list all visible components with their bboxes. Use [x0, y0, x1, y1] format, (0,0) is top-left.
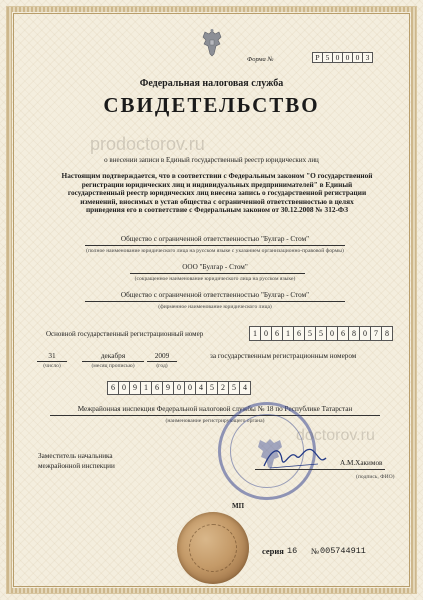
grn-digit-cell: 6 [151, 381, 163, 395]
grn-digit-cell: 4 [195, 381, 207, 395]
ogrn-digit-cell: 5 [304, 326, 316, 341]
form-number-cell: 0 [352, 52, 363, 63]
ogrn-digit-cell: 6 [271, 326, 283, 341]
firm-name-underline [85, 301, 345, 302]
ogrn-digit-cell: 6 [337, 326, 349, 341]
date-year: 2009 [154, 351, 170, 360]
ogrn-digit-cell: 0 [359, 326, 371, 341]
authority-underline [50, 415, 380, 416]
ogrn-digit-cell: 1 [282, 326, 294, 341]
authority-value: Межрайонная инспекция Федеральной налоговой службы № 18 по Республике Татарстан [77, 405, 353, 413]
authority-caption: (наименование регистрирующего органа) [165, 418, 265, 424]
firm-name-caption: (фирменное наименование юридического лица) [158, 304, 272, 310]
short-name-value: ООО "Булгар - Стом" [182, 263, 248, 271]
serial-series: 16 [287, 546, 298, 556]
confirmation-paragraph: Настоящим подтверждается, что в соответствии с Федеральным законом "О государственной регистрации юридических лиц и индивидуальных предпринимателей" в Единый государственный реестр юридических лиц внесена запись о государственной регистрации изменений, вносимых в устав общества с ограниченной ответственностью в целях приведения его в соответствие с Федеральным законом от 30.12.2008 № 312-ФЗ [61, 171, 373, 214]
date-day-caption: (число) [43, 363, 61, 369]
ogrn-digit-cells [249, 326, 393, 341]
grn-digit-cell: 0 [173, 381, 185, 395]
ogrn-digit-cell: 8 [348, 326, 360, 341]
short-name-caption: (сокращенное наименование юридического лица на русском языке) [134, 276, 296, 282]
ogrn-digit-cell: 7 [370, 326, 382, 341]
ogrn-label: Основной государственный регистрационный номер [46, 330, 204, 338]
signature-underline [255, 469, 385, 470]
ogrn-digit-cell: 5 [315, 326, 327, 341]
serial-label: серия [262, 546, 284, 556]
ogrn-digit-cell: 1 [249, 326, 261, 341]
grn-digit-cell: 6 [107, 381, 119, 395]
date-day: 31 [48, 351, 56, 360]
watermark-stamp: doctorov.ru [296, 427, 375, 444]
serial-number-sign: № [311, 546, 320, 556]
ogrn-digit-cell: 0 [326, 326, 338, 341]
watermark-prodoctorov: prodoctorov.ru [90, 134, 205, 154]
full-name-value: Общество с ограниченной ответственностью "Булгар - Стом" [120, 235, 310, 243]
registration-number-lead: за государственным регистрационным номером [210, 352, 357, 360]
signatory-position-line2: межрайонной инспекции [38, 462, 115, 470]
ogrn-digit-cell: 6 [293, 326, 305, 341]
date-month: декабря [100, 351, 126, 360]
ogrn-digit-cell: 0 [260, 326, 272, 341]
grn-digit-cells [107, 381, 251, 395]
gold-embossed-seal [177, 512, 249, 584]
grn-digit-cell: 1 [140, 381, 152, 395]
mp-mark: МП [232, 502, 245, 510]
signatory-name: А.М.Хакимов [340, 459, 383, 467]
form-number-cells [312, 52, 373, 63]
short-name-underline [130, 273, 305, 274]
grn-digit-cell: 0 [118, 381, 130, 395]
date-month-underline [82, 361, 144, 362]
form-number-cell: 5 [322, 52, 333, 63]
signature-caption: (подпись, ФИО) [356, 474, 395, 480]
service-name: Федеральная налоговая служба [139, 78, 284, 89]
form-number-cell: Р [312, 52, 323, 63]
form-number-cell: 0 [332, 52, 343, 63]
form-number-cell: 0 [342, 52, 353, 63]
grn-digit-cell: 9 [129, 381, 141, 395]
form-label: Форма № [247, 56, 274, 63]
grn-digit-cell: 5 [206, 381, 218, 395]
date-month-caption: (месяц прописью) [91, 363, 135, 369]
date-year-caption: (год) [156, 363, 168, 369]
firm-name-value: Общество с ограниченной ответственностью "Булгар - Стом" [120, 291, 310, 299]
full-name-caption: (полное наименование юридического лица на русском языке с указанием организационно-правовой формы) [86, 248, 344, 254]
serial-number: 005744911 [320, 546, 366, 556]
grn-digit-cell: 5 [228, 381, 240, 395]
double-headed-eagle-emblem-icon [199, 28, 225, 58]
form-number-cell: 3 [362, 52, 373, 63]
full-name-underline [85, 245, 345, 246]
date-year-underline [147, 361, 177, 362]
grn-digit-cell: 9 [162, 381, 174, 395]
document-title: СВИДЕТЕЛЬСТВО [103, 93, 320, 117]
signatory-position-line1: Заместитель начальника [38, 452, 113, 460]
handwritten-signature [260, 438, 330, 476]
grn-digit-cell: 0 [184, 381, 196, 395]
document-subtitle: о внесении записи в Единый государственный реестр юридических лиц [104, 156, 319, 164]
grn-digit-cell: 2 [217, 381, 229, 395]
grn-digit-cell: 4 [239, 381, 251, 395]
date-day-underline [37, 361, 67, 362]
ogrn-digit-cell: 8 [381, 326, 393, 341]
signatory-position [38, 451, 115, 471]
